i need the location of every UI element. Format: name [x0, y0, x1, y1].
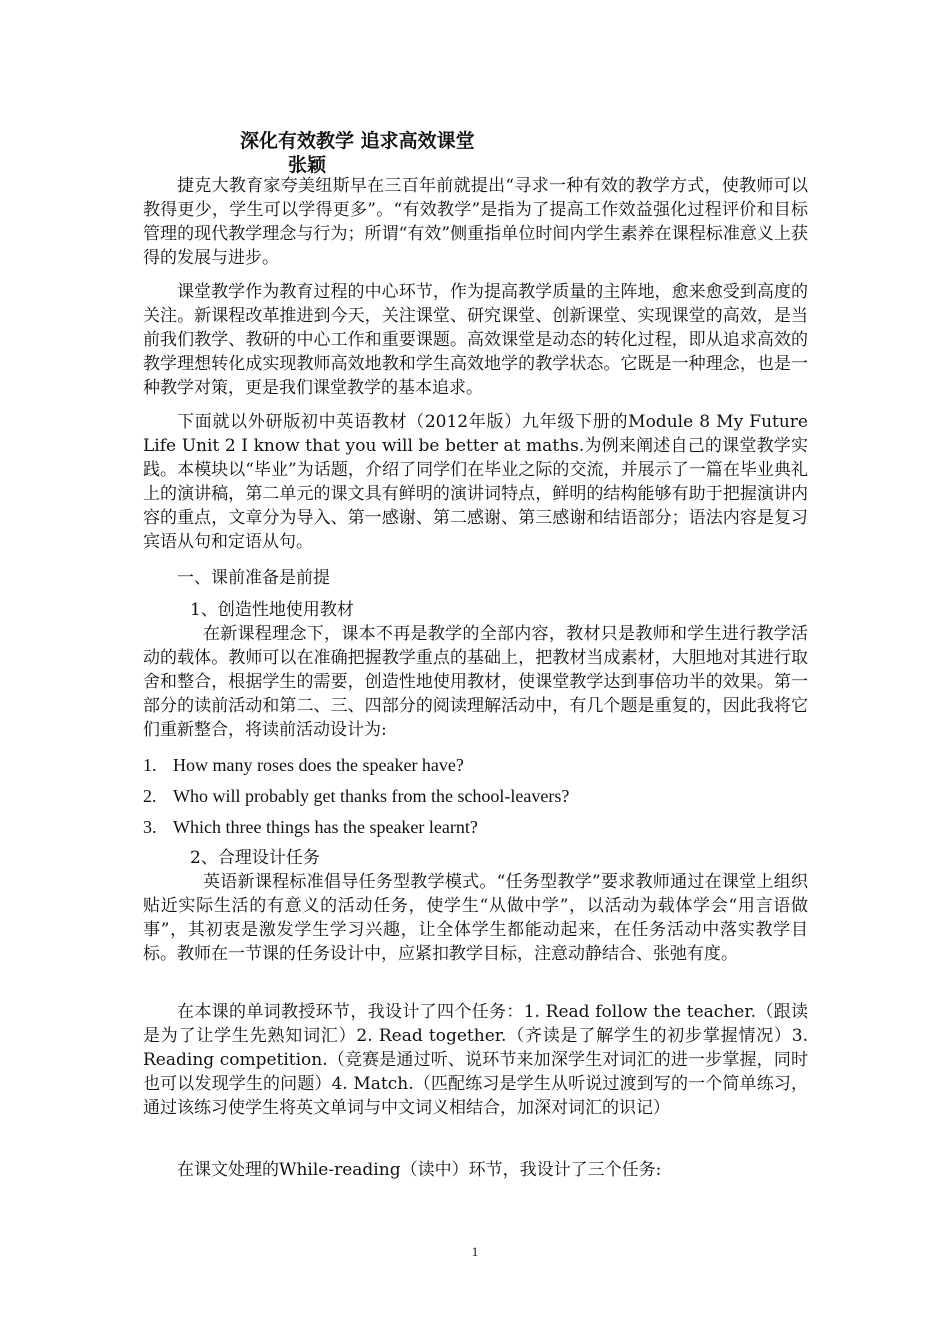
question-item [143, 815, 478, 839]
question-text: Which three things has the speaker learnt? [173, 817, 478, 837]
paragraph-tasks: 英语新课程标准倡导任务型教学模式。“任务型教学”要求教师通过在课堂上组织贴近实际生活的有意义的活动任务，使学生“从做中学”，以活动为载体学会“用言语做事”，其初衷是激发学生学习兴趣，让全体学生都能动起来，在任务活动中落实教学目标。教师在一节课的任务设计中，应紧扣教学目标，注意动静结合、张弛有度。 [143, 872, 808, 964]
question-number: 1. [143, 755, 157, 775]
question-text: How many roses does the speaker have? [173, 755, 464, 775]
question-number: 3. [143, 817, 157, 837]
section-heading-1: 一、课前准备是前提 [177, 568, 330, 588]
subsection-heading-2: 2、合理设计任务 [190, 848, 320, 868]
paragraph-vocabulary: 在本课的单词教授环节，我设计了四个任务：1. Read follow the teacher.（跟读是为了让学生先熟知词汇）2. Read together.（齐读是了解学生的初步掌握情况）3. Reading competition.（竞赛是通过听、说环节来加深学生对词汇的进一步掌握，同时也可以发现学生的问题）4. Match.（匹配练习是学生从听说过渡到写的一个简单练习，通过该练习使学生将英文单词与中文词义相结合，加深对词汇的识记） [143, 1002, 808, 1118]
document-title: 深化有效教学 追求高效课堂 [240, 130, 475, 152]
question-text: Who will probably get thanks from the school-leavers? [173, 786, 570, 806]
paragraph-intro: 捷克大教育家夸美纽斯早在三百年前就提出“寻求一种有效的教学方式，使教师可以教得更少，学生可以学得更多”。“有效教学”是指为了提高工作效益强化过程评价和目标管理的现代教学理念与行为；所谓“有效”侧重指单位时间内学生素养在课程标准意义上获得的发展与进步。 [143, 176, 808, 268]
paragraph-textbook: 下面就以外研版初中英语教材（2012年版）九年级下册的Module 8 My Future Life Unit 2 I know that you will be better at maths.为例来阐述自己的课堂教学实践。本模块以“毕业”为话题，介绍了同学们在毕业之际的交流，并展示了一篇在毕业典礼上的演讲稿，第二单元的课文具有鲜明的演讲词特点，鲜明的结构能够有助于把握演讲内容的重点，文章分为导入、第一感谢、第二感谢、第三感谢和结语部分；语法内容是复习宾语从句和定语从句。 [143, 412, 808, 552]
paragraph-materials: 在新课程理念下，课本不再是教学的全部内容，教材只是教师和学生进行教学活动的载体。教师可以在准确把握教学重点的基础上，把教材当成素材，大胆地对其进行取舍和整合，根据学生的需要，创造性地使用教材，使课堂教学达到事倍功半的效果。第一部分的读前活动和第二、三、四部分的阅读理解活动中，有几个题是重复的，因此我将它们重新整合，将读前活动设计为: [143, 624, 808, 740]
subsection-heading-1: 1、创造性地使用教材 [190, 600, 354, 620]
paragraph-while-reading: 在课文处理的While-reading（读中）环节，我设计了三个任务: [177, 1160, 662, 1180]
author-name: 张颖 [288, 154, 327, 176]
page-number: 1 [471, 1244, 479, 1259]
question-item [143, 753, 464, 777]
question-number: 2. [143, 786, 157, 806]
paragraph-classroom: 课堂教学作为教育过程的中心环节，作为提高教学质量的主阵地，愈来愈受到高度的关注。新课程改革推进到今天，关注课堂、研究课堂、创新课堂、实现课堂的高效，是当前我们教学、教研的中心工作和重要课题。高效课堂是动态的转化过程，即从追求高效的教学理想转化成实现教师高效地教和学生高效地学的教学状态。它既是一种理念，也是一种教学对策，更是我们课堂教学的基本追求。 [143, 282, 808, 398]
question-item [143, 784, 569, 808]
